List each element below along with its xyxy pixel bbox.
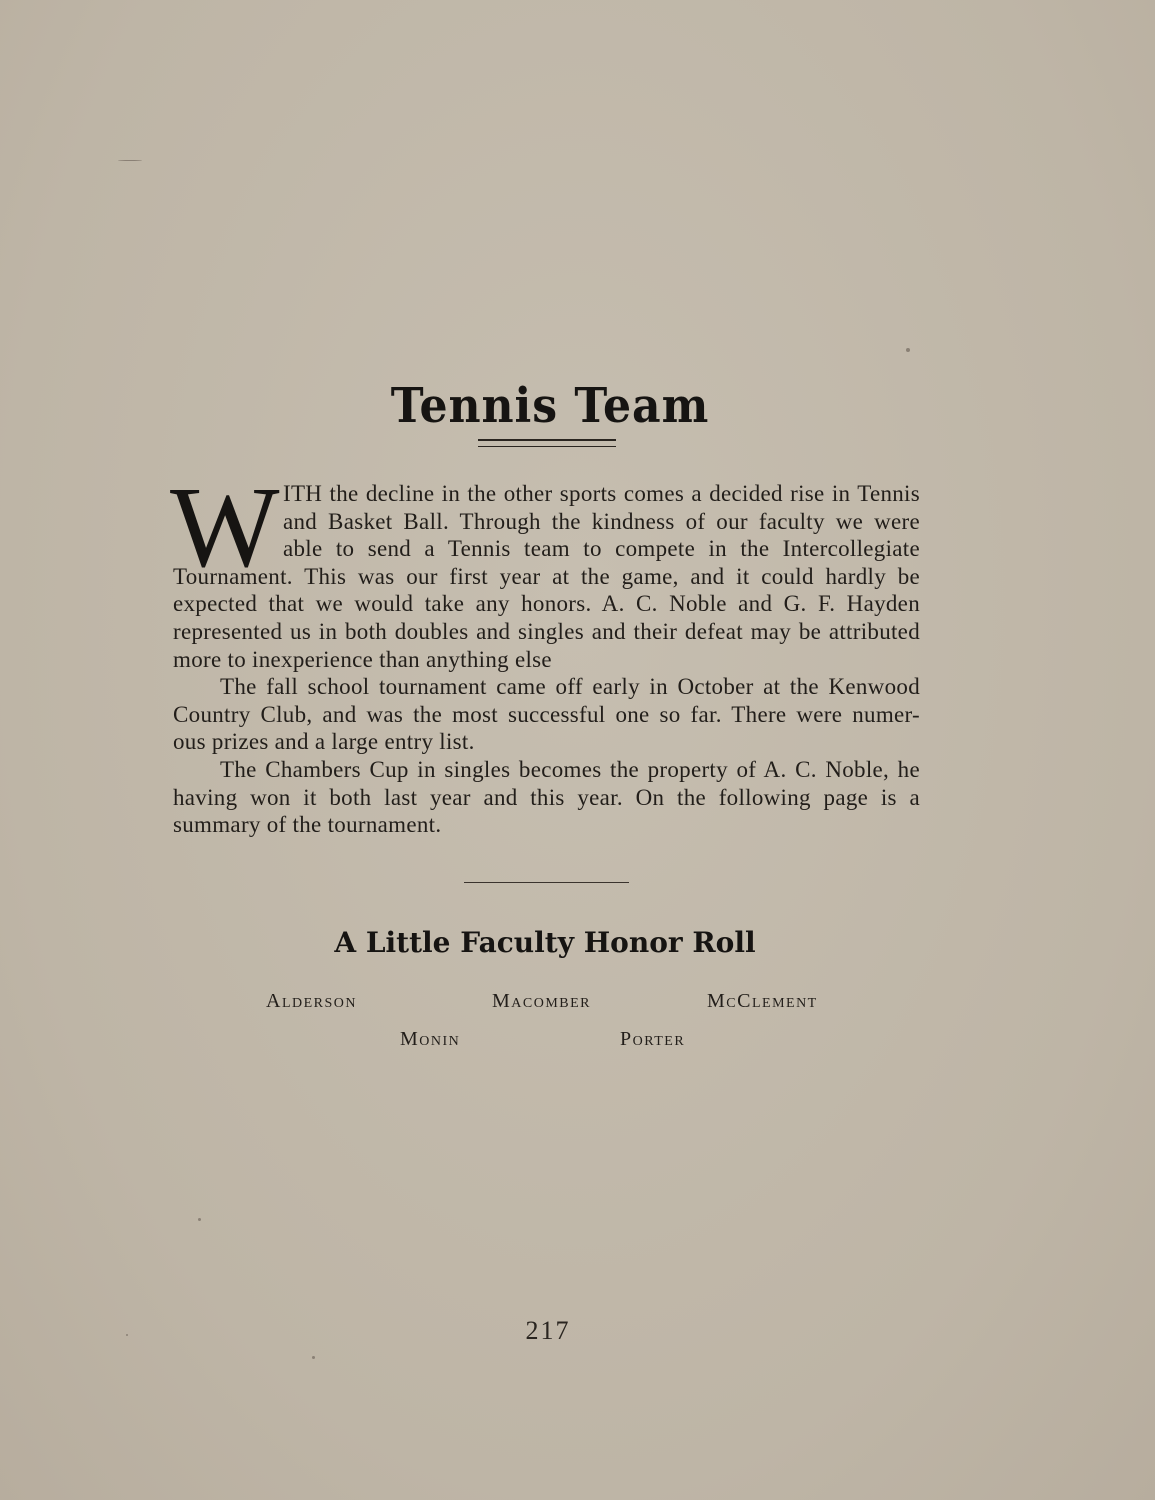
honor-roll-name: Porter	[620, 1028, 686, 1050]
text-line: ITH the decline in the other sports comes a decided rise in Tennis	[283, 481, 920, 506]
text-line: expected that we would take any honors. A. C. Noble and G. F. Hayden	[173, 591, 920, 617]
body-text	[173, 480, 920, 839]
text-line: Tournament. This was our first year at the game, and it could hardly be	[173, 563, 920, 589]
honor-roll-heading: A Little Faculty Honor Roll	[334, 926, 756, 959]
page-title: Tennis Team	[390, 378, 710, 434]
honor-roll-name: McClement	[707, 990, 818, 1012]
page-number: 217	[525, 1316, 571, 1345]
text-line: The Chambers Cup in singles becomes the property of A. C. Noble, he	[220, 756, 920, 782]
text-line: The fall school tournament came off early in October at the Kenwood	[220, 674, 920, 700]
honor-roll-name: Monin	[400, 1028, 461, 1050]
text-line: represented us in both doubles and singles and their defeat may be attributed	[173, 618, 920, 644]
paper-speck	[312, 1356, 315, 1359]
drop-cap: W	[170, 464, 280, 592]
text-line: Country Club, and was the most successful one so far. There were numer-	[173, 701, 920, 727]
text-line: ous prizes and a large entry list.	[173, 729, 475, 755]
text-line: summary of the tournament.	[173, 812, 442, 838]
title-double-rule	[478, 439, 616, 447]
section-divider	[464, 882, 629, 883]
honor-roll-name: Macomber	[492, 990, 592, 1012]
text-line: more to inexperience than anything else	[173, 646, 552, 672]
text-line: having won it both last year and this year. On the following page is a	[173, 784, 920, 810]
paper-speck	[118, 160, 142, 161]
honor-roll-name: Alderson	[266, 990, 358, 1012]
text-line: able to send a Tennis team to compete in the Intercollegiate	[283, 536, 920, 562]
text-line: and Basket Ball. Through the kindness of our faculty we were	[283, 508, 920, 534]
paper-speck	[906, 348, 910, 352]
paper-speck	[198, 1218, 201, 1221]
paper-speck	[126, 1334, 128, 1336]
